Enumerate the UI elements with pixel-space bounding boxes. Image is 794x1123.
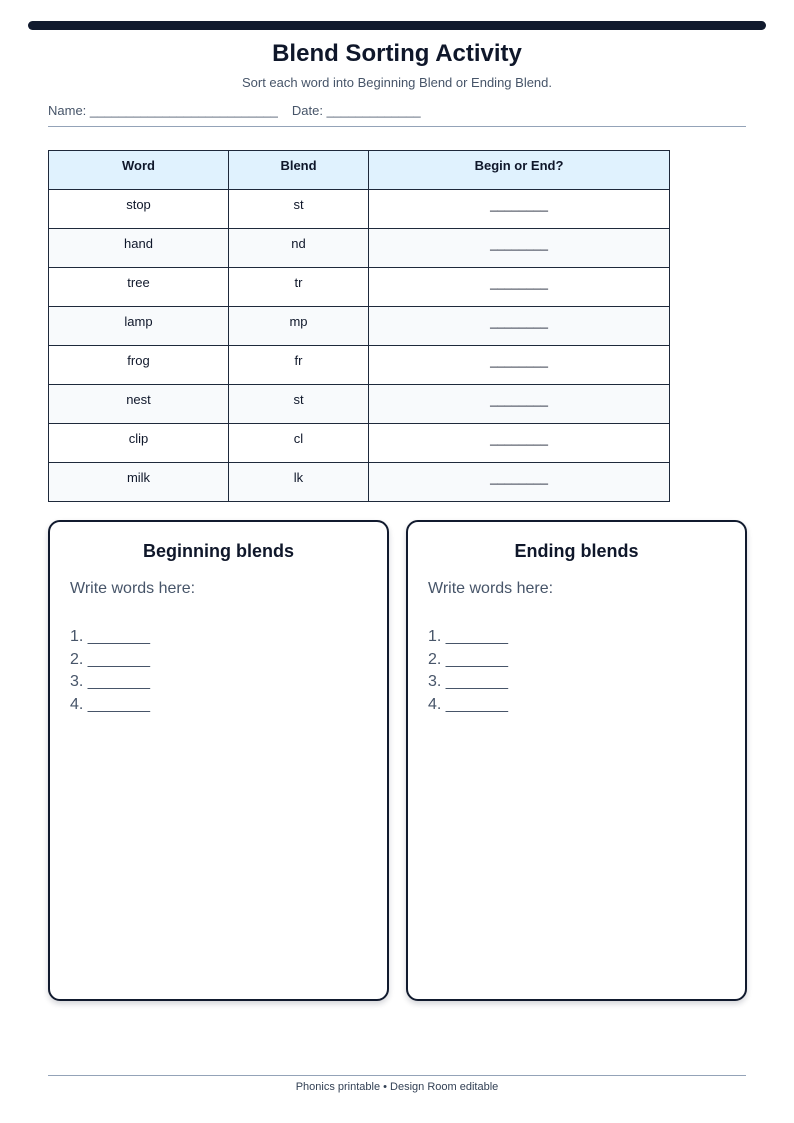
column-header-blend: Blend (229, 151, 369, 190)
answer-blank: ________ (369, 346, 670, 385)
blend-cell: fr (229, 346, 369, 385)
table-row (49, 385, 670, 424)
name-date-row (48, 103, 421, 118)
answer-blank: ________ (369, 229, 670, 268)
answer-line: 2. _______ (428, 650, 509, 668)
word-cell: hand (49, 229, 229, 268)
blend-cell: st (229, 385, 369, 424)
name-field: Name: __________________________ (48, 103, 278, 118)
blend-table (48, 150, 670, 502)
answer-list (70, 626, 150, 716)
answer-blank: ________ (369, 307, 670, 346)
blend-cell: st (229, 190, 369, 229)
blend-cell: cl (229, 424, 369, 463)
ending-blends-card (406, 520, 747, 1001)
table-row (49, 268, 670, 307)
answer-blank: ________ (369, 385, 670, 424)
answer-line: 1. _______ (428, 628, 509, 645)
answer-line: 1. _______ (70, 628, 151, 645)
answer-line: 4. _______ (428, 695, 509, 713)
answer-line: 4. _______ (70, 695, 151, 713)
table-row (49, 346, 670, 385)
table-row (49, 424, 670, 463)
beginning-blends-card (48, 520, 389, 1001)
card-prompt: Write words here: (428, 580, 554, 597)
answer-list (428, 626, 508, 716)
table-row (49, 190, 670, 229)
answer-line: 3. _______ (70, 673, 151, 690)
column-header-word: Word (49, 151, 229, 190)
footer-divider (48, 1075, 746, 1076)
word-cell: milk (49, 463, 229, 502)
answer-blank: ________ (369, 424, 670, 463)
footer-text: Phonics printable • Design Room editable (295, 1081, 499, 1093)
header-divider (48, 126, 746, 127)
word-cell: nest (49, 385, 229, 424)
blend-cell: lk (229, 463, 369, 502)
word-cell: clip (49, 424, 229, 463)
blend-cell: tr (229, 268, 369, 307)
answer-blank: ________ (369, 463, 670, 502)
date-field: Date: _____________ (291, 103, 421, 118)
answer-blank: ________ (369, 190, 670, 229)
blend-cell: nd (229, 229, 369, 268)
table-header-row (49, 151, 670, 190)
top-accent-bar (28, 21, 766, 30)
table-row (49, 463, 670, 502)
table-row (49, 229, 670, 268)
word-cell: lamp (49, 307, 229, 346)
answer-line: 3. _______ (428, 673, 509, 690)
card-title: Beginning blends (143, 541, 294, 561)
word-cell: stop (49, 190, 229, 229)
answer-blank: ________ (369, 268, 670, 307)
card-title: Ending blends (514, 541, 639, 561)
column-header-begin-or-end: Begin or End? (369, 151, 670, 190)
card-prompt: Write words here: (70, 580, 196, 597)
word-cell: frog (49, 346, 229, 385)
page-subtitle: Sort each word into Beginning Blend or Ending Blend. (241, 75, 553, 90)
word-cell: tree (49, 268, 229, 307)
answer-line: 2. _______ (70, 650, 151, 668)
blend-cell: mp (229, 307, 369, 346)
page-title: Blend Sorting Activity (272, 40, 522, 67)
table-row (49, 307, 670, 346)
